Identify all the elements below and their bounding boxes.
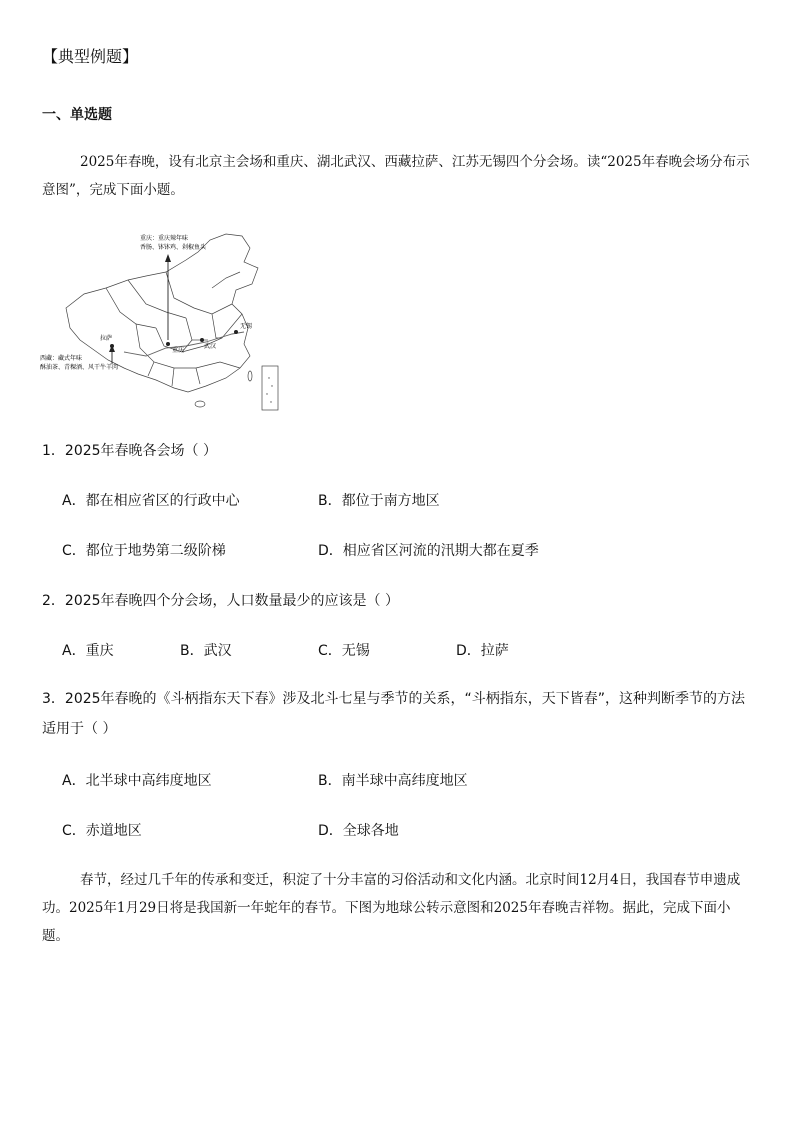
q3-option-a[interactable]: A．北半球中高纬度地区 — [62, 773, 212, 789]
section-title: 一、单选题 — [42, 107, 112, 123]
q1-option-c[interactable]: C．都位于地势第二级阶梯 — [62, 543, 226, 559]
q2-option-c[interactable]: C．无锡 — [318, 643, 370, 659]
map-label-wh: 武汉 — [204, 343, 217, 350]
q1-option-d[interactable]: D．相应省区河流的汛期大都在夏季 — [318, 543, 539, 559]
chongqing-dot — [166, 342, 170, 346]
q3-option-d[interactable]: D．全球各地 — [318, 823, 399, 839]
q1-option-b[interactable]: B．都位于南方地区 — [318, 493, 440, 509]
wuhan-dot — [200, 338, 204, 342]
lasa-dot — [110, 344, 114, 348]
map-label-cq: 重庆 — [172, 347, 185, 354]
venue-map — [36, 228, 280, 414]
q1-option-a[interactable]: A．都在相应省区的行政中心 — [62, 493, 240, 509]
q2-option-d[interactable]: D．拉萨 — [456, 643, 509, 659]
question-3-stem: 3．2025年春晚的《斗柄指东天下春》涉及北斗七星与季节的关系，“斗柄指东，天下皆春”，这种判断季节的方法适用于（ ） — [42, 691, 746, 737]
page-heading: 【典型例题】 — [42, 47, 139, 66]
map-label-lasa: 拉萨 — [100, 335, 113, 342]
q3-option-b[interactable]: B．南半球中高纬度地区 — [318, 773, 468, 789]
map-label-chongqing-1: 重庆：重庆辣年味 — [140, 235, 189, 242]
map-label-tibet-1: 西藏：藏式年味 — [40, 355, 83, 362]
map-label-chongqing-2: 香肠、钵钵鸡、剁椒鱼头 — [140, 244, 207, 251]
south-china-sea-inset — [262, 366, 278, 410]
question-1-stem: 1．2025年春晚各会场（ ） — [42, 443, 217, 459]
question-2-stem: 2．2025年春晚四个分会场，人口数量最少的应该是（ ） — [42, 593, 399, 609]
passage-1: 2025年春晚，设有北京主会场和重庆、湖北武汉、西藏拉萨、江苏无锡四个分会场。读“2025年春晚会场分布示意图”，完成下面小题。 — [42, 154, 750, 198]
map-label-wx: 无锡 — [240, 323, 253, 330]
wuxi-dot — [234, 330, 238, 334]
passage-2: 春节，经过几千年的传承和变迁，积淀了十分丰富的习俗活动和文化内涵。北京时间12月4日，我国春节申遗成功。2025年1月29日将是我国新一年蛇年的春节。下图为地球公转示意图和2025年春晚吉祥物。据此，完成下面小题。 — [42, 872, 741, 944]
q3-option-c[interactable]: C．赤道地区 — [62, 823, 142, 839]
q2-option-a[interactable]: A．重庆 — [62, 643, 114, 659]
q2-option-b[interactable]: B．武汉 — [180, 643, 232, 659]
map-label-tibet-2: 酥油茶、青稞酒、风干牛羊肉 — [40, 364, 119, 371]
